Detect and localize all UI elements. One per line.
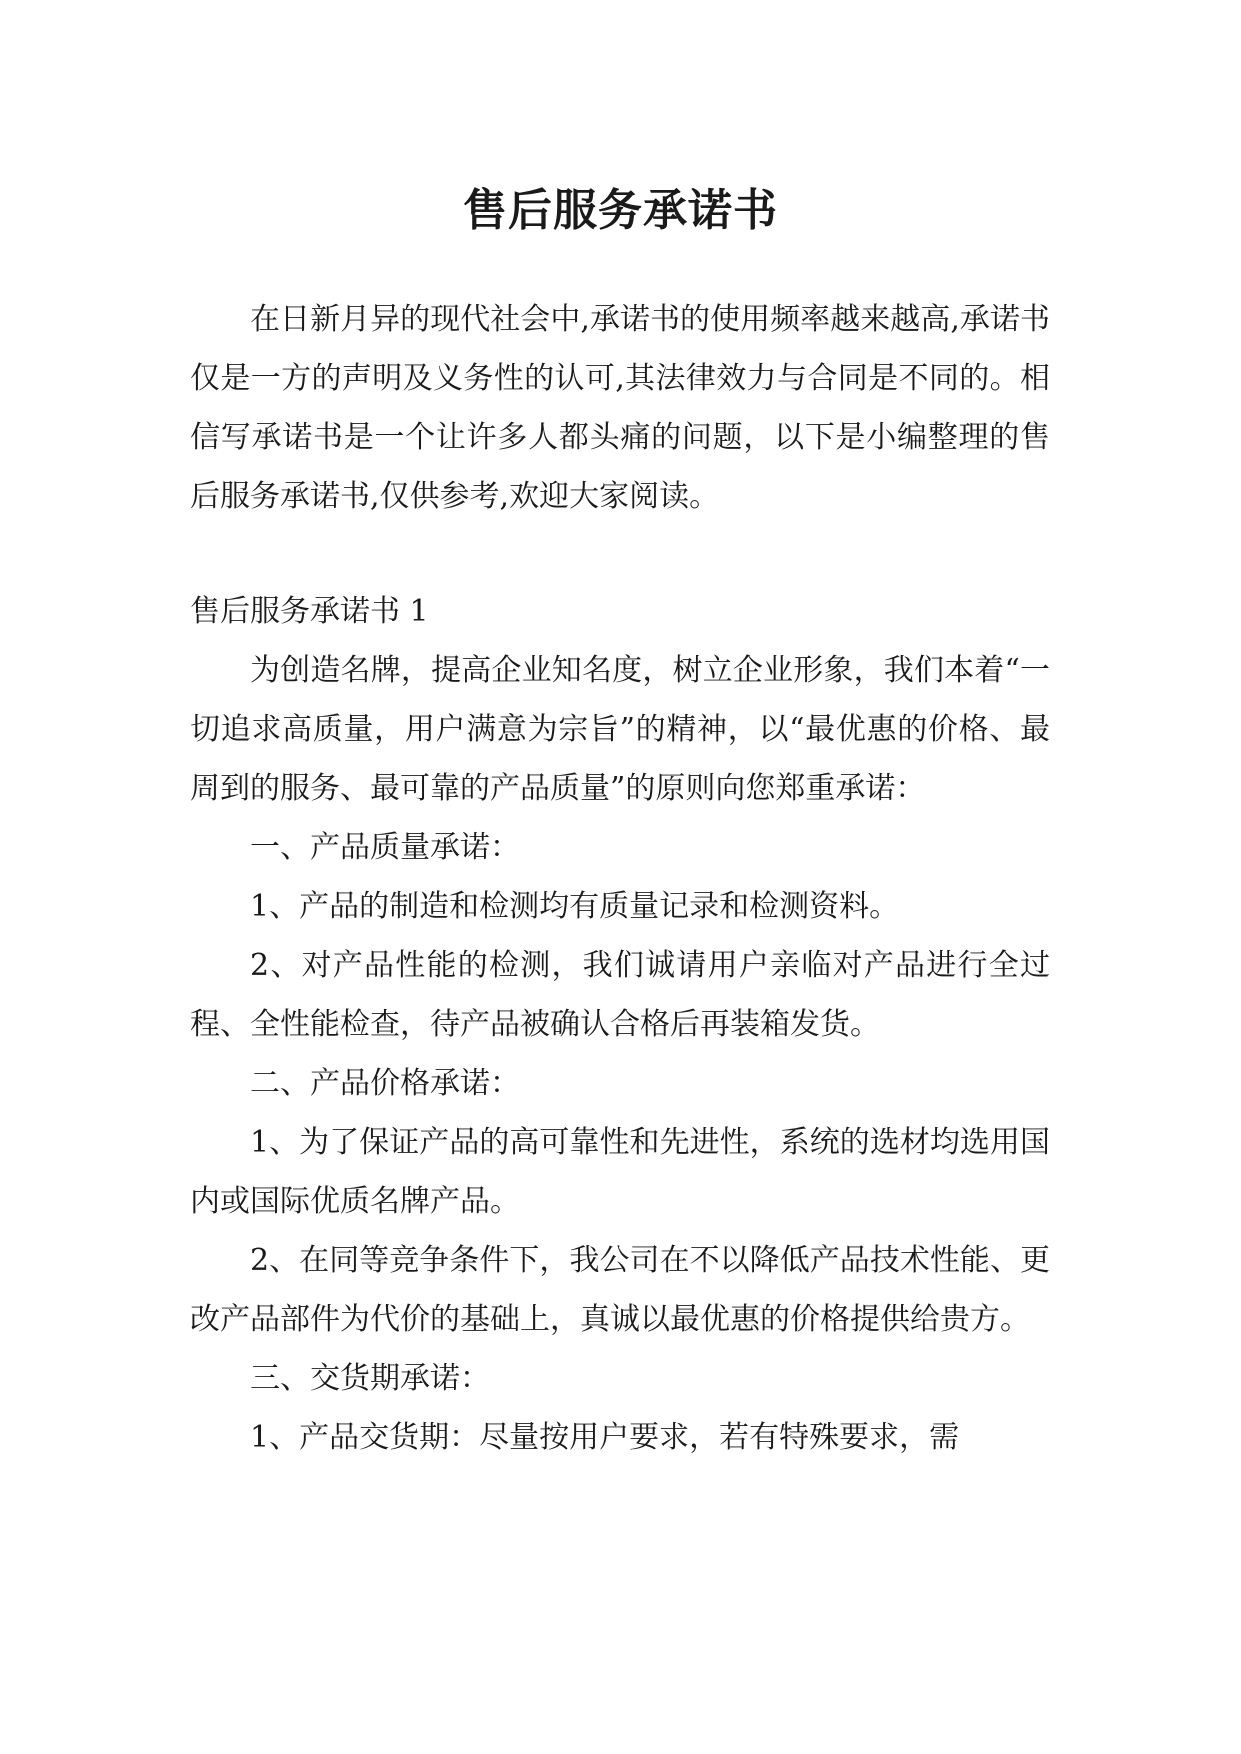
paragraph-quality-2: 2、对产品性能的检测，我们诚请用户亲临对产品进行全过程、全性能检查，待产品被确认合格后再装箱发货。	[190, 948, 1050, 1042]
document-title: 售后服务承诺书	[463, 185, 778, 237]
section-heading: 售后服务承诺书 1	[190, 594, 429, 629]
document-body	[190, 290, 1050, 1467]
paragraph-price-2: 2、在同等竞争条件下，我公司在不以降低产品技术性能、更改产品部件为代价的基础上，真诚以最优惠的价格提供给贵方。	[190, 1243, 1050, 1337]
paragraph-opening: 为创造名牌，提高企业知名度，树立企业形象，我们本着“一切追求高质量，用户满意为宗旨”的精神，以“最优惠的价格、最周到的服务、最可靠的产品质量”的原则向您郑重承诺：	[190, 653, 1050, 806]
paragraph-delivery-1: 1、产品交货期：尽量按用户要求，若有特殊要求，需	[250, 1420, 960, 1455]
intro-paragraph: 在日新月异的现代社会中,承诺书的使用频率越来越高,承诺书仅是一方的声明及义务性的认可,其法律效力与合同是不同的。相信写承诺书是一个让许多人都头痛的问题，以下是小编整理的售后服务承诺书,仅供参考,欢迎大家阅读。	[190, 302, 1050, 514]
paragraph-price-1: 1、为了保证产品的高可靠性和先进性，系统的选材均选用国内或国际优质名牌产品。	[190, 1125, 1050, 1219]
paragraph-quality-1: 1、产品的制造和检测均有质量记录和检测资料。	[250, 889, 900, 924]
heading-delivery: 三、交货期承诺：	[250, 1361, 490, 1396]
heading-quality: 一、产品质量承诺：	[250, 830, 520, 865]
heading-price: 二、产品价格承诺：	[250, 1066, 520, 1101]
